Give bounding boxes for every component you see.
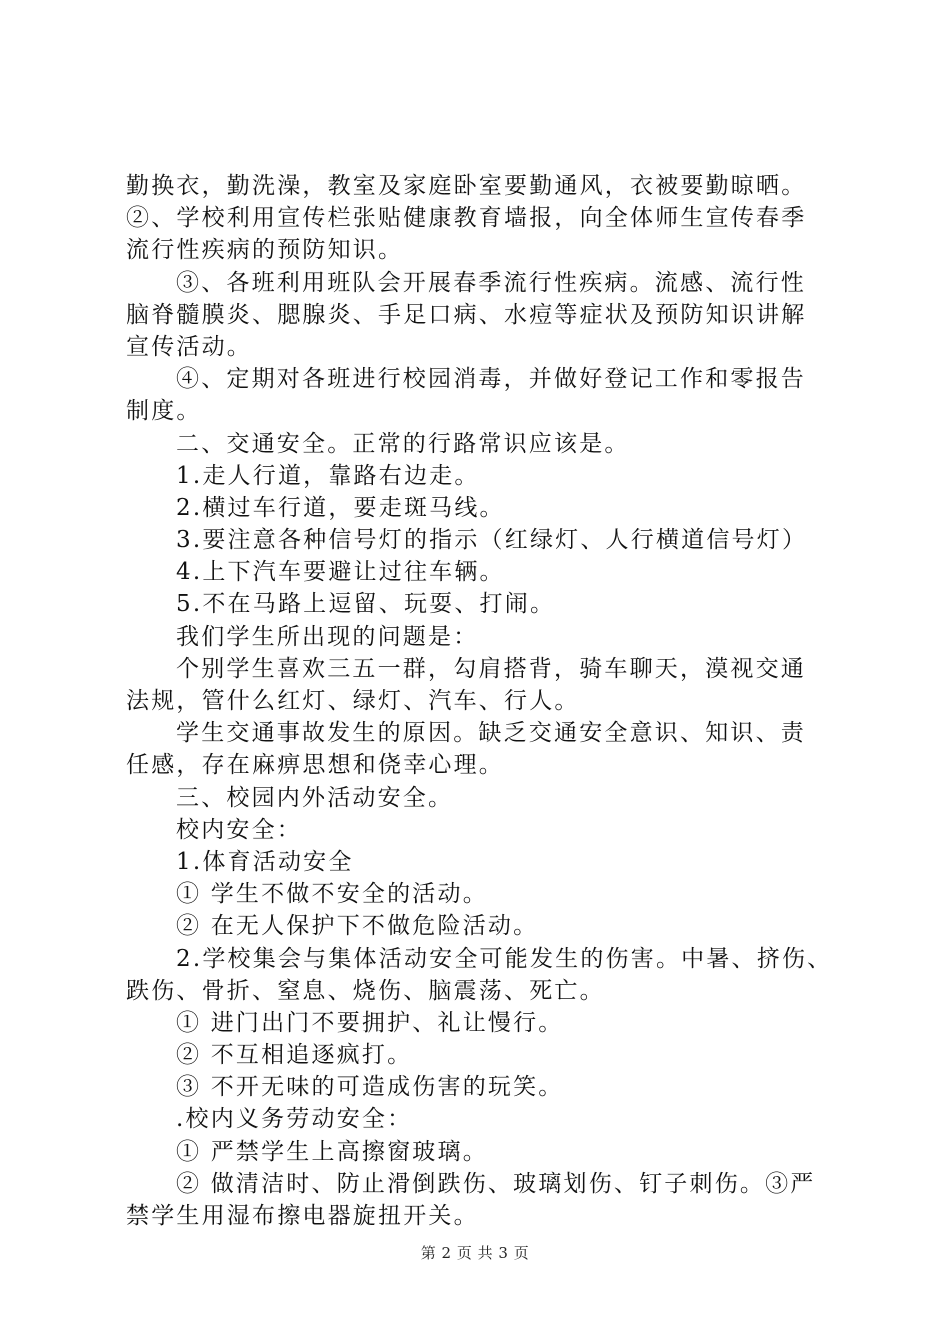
- text-line: 宣传活动。: [126, 333, 252, 360]
- text-line: ① 学生不做不安全的活动。: [176, 881, 488, 908]
- text-line: 我们学生所出现的问题是：: [176, 623, 479, 650]
- text-line: ③ 不开无味的可造成伤害的玩笑。: [176, 1074, 564, 1101]
- text-line: ② 不互相追逐疯打。: [176, 1042, 413, 1069]
- text-line: 三、校园内外活动安全。: [176, 784, 454, 811]
- document-body: [126, 170, 836, 1232]
- text-line: 二、交通安全。正常的行路常识应该是。: [176, 430, 630, 457]
- text-line: 3.要注意各种信号灯的指示（红绿灯、人行横道信号灯）: [176, 527, 808, 554]
- text-line: ② 在无人保护下不做危险活动。: [176, 913, 539, 940]
- text-line: 任感，存在麻痹思想和侥幸心理。: [126, 752, 504, 779]
- text-line: ① 严禁学生上高擦窗玻璃。: [176, 1138, 488, 1165]
- page-footer: [0, 1242, 950, 1263]
- text-line: 1.体育活动安全: [176, 848, 354, 875]
- text-line: 脑脊髓膜炎、腮腺炎、手足口病、水痘等症状及预防知识讲解: [126, 301, 807, 328]
- text-line: 2.学校集会与集体活动安全可能发生的伤害。中暑、挤伤、: [176, 945, 833, 972]
- text-line: ②、学校利用宣传栏张贴健康教育墙报，向全体师生宣传春季: [126, 205, 807, 232]
- text-line: 2.横过车行道，要走斑马线。: [176, 494, 505, 521]
- text-line: 勤换衣，勤洗澡，教室及家庭卧室要勤通风，衣被要勤晾晒。: [126, 173, 807, 199]
- text-line: ① 进门出门不要拥护、礼让慢行。: [176, 1009, 564, 1036]
- text-line: 跌伤、骨折、窒息、烧伤、脑震荡、死亡。: [126, 977, 605, 1004]
- text-line: 4.上下汽车要避让过往车辆。: [176, 559, 505, 586]
- text-line: 1.走人行道，靠路右边走。: [176, 462, 480, 489]
- text-line: 法规，管什么红灯、绿灯、汽车、行人。: [126, 688, 580, 714]
- text-line: 禁学生用湿布擦电器旋扭开关。: [126, 1203, 479, 1229]
- text-line: .校内义务劳动安全：: [176, 1106, 413, 1133]
- text-line: ② 做清洁时、防止滑倒跌伤、玻璃划伤、钉子刺伤。③严: [176, 1170, 816, 1197]
- page-number-label: 第 2 页 共 3 页: [420, 1244, 530, 1262]
- text-line: 校内安全：: [176, 816, 302, 843]
- text-line: 学生交通事故发生的原因。缺乏交通安全意识、知识、责: [176, 720, 806, 747]
- text-line: ④、定期对各班进行校园消毒，并做好登记工作和零报告: [176, 366, 806, 393]
- text-line: 5.不在马路上逗留、玩耍、打闹。: [176, 591, 556, 618]
- text-line: ③、各班利用班队会开展春季流行性疾病。流感、流行性: [176, 269, 806, 296]
- text-line: 制度。: [126, 398, 202, 425]
- text-line: 个别学生喜欢三五一群，勾肩搭背，骑车聊天，漠视交通: [176, 655, 806, 682]
- text-line: 流行性疾病的预防知识。: [126, 237, 404, 264]
